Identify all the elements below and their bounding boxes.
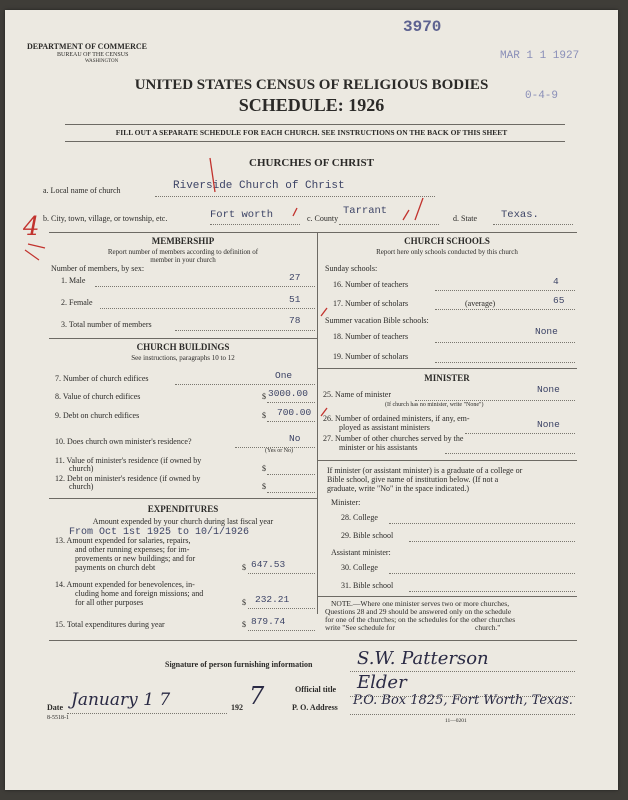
expenditures-heading: EXPENDITURES bbox=[147, 504, 219, 514]
running-expenses-label-2: and other running expenses; for im- bbox=[75, 545, 190, 554]
schools-note: Report here only schools conducted by this church bbox=[376, 248, 518, 256]
dollar-sign: $ bbox=[262, 392, 266, 401]
sunday-scholars-label: 17. Number of scholars bbox=[333, 299, 409, 308]
running-expenses-label-3: provements or new buildings; and for bbox=[75, 554, 196, 563]
summer-scholars-label: 19. Number of scholars bbox=[333, 352, 409, 361]
minister-name: None bbox=[537, 384, 560, 395]
dollar-sign: $ bbox=[242, 598, 246, 607]
form-number: 8-5518-1 bbox=[47, 715, 69, 721]
assistant-college-label: 30. College bbox=[341, 563, 378, 572]
red-handwritten-mark: 4 bbox=[23, 212, 40, 242]
date-value: January 1 7 bbox=[71, 690, 171, 710]
official-title-label: Official title bbox=[295, 685, 337, 694]
assistant-bible-school-label: 31. Bible school bbox=[341, 581, 394, 590]
members-by-sex-label: Number of members, by sex: bbox=[51, 264, 145, 273]
ordained-ministers: None bbox=[537, 419, 560, 430]
graduate-note: If minister (or assistant minister) is a graduate of a college or bbox=[327, 466, 523, 475]
schedule-title: SCHEDULE: 1926 bbox=[238, 95, 385, 115]
benevolences-label-2: cluding home and foreign missions; and bbox=[75, 589, 204, 598]
summer-schools-label: Summer vacation Bible schools: bbox=[325, 316, 429, 325]
red-check-mark bbox=[25, 244, 45, 260]
sunday-scholars: 65 bbox=[553, 295, 565, 306]
year-prefix: 192 bbox=[231, 703, 243, 712]
yes-no-note: (Yes or No) bbox=[265, 448, 294, 454]
note-text-3: for one of the churches; on the schedules for the other churches bbox=[325, 615, 516, 624]
red-check-mark bbox=[321, 308, 327, 316]
buildings-heading: CHURCH BUILDINGS bbox=[136, 342, 230, 352]
running-expenses-label: 13. Amount expended for salaries, repairs, bbox=[55, 536, 191, 545]
male-count: 27 bbox=[289, 272, 301, 283]
form-title: UNITED STATES CENSUS OF RELIGIOUS BODIES bbox=[134, 77, 489, 93]
minister-name-note: (If church has no minister, write "None") bbox=[385, 402, 484, 408]
total-expenditures-value: 879.74 bbox=[251, 616, 286, 627]
note-text-5: church." bbox=[475, 623, 501, 632]
department-name: DEPARTMENT OF COMMERCE bbox=[27, 42, 148, 51]
city-label: b. City, town, village, or township, etc. bbox=[43, 214, 168, 223]
other-churches-label: 27. Number of other churches served by the bbox=[323, 434, 464, 443]
dollar-sign: $ bbox=[262, 411, 266, 420]
census-form bbox=[5, 10, 618, 790]
edifices-count-label: 7. Number of church edifices bbox=[55, 374, 149, 383]
ordained-ministers-label-2: ployed as assistant ministers bbox=[339, 423, 430, 432]
po-address-value: P.O. Box 1825, Fort Worth, Texas. bbox=[353, 693, 573, 708]
city-value: Fort worth bbox=[210, 209, 274, 221]
minister-name-label: 25. Name of minister bbox=[323, 390, 391, 399]
signature-value: S.W. Patterson bbox=[357, 648, 489, 669]
note-text-4: write "See schedule for bbox=[325, 623, 395, 632]
red-check-mark bbox=[403, 198, 423, 220]
minister-college-label: 28. College bbox=[341, 513, 378, 522]
membership-note-2: member in your church bbox=[150, 256, 216, 264]
running-expenses-label-4: payments on church debt bbox=[75, 563, 156, 572]
edifices-debt-label: 9. Debt on church edifices bbox=[55, 411, 140, 420]
form-code: 11—0201 bbox=[445, 718, 467, 724]
red-check-mark bbox=[293, 208, 297, 216]
female-count: 51 bbox=[289, 294, 301, 305]
dollar-sign: $ bbox=[262, 464, 266, 473]
ordained-ministers-label: 26. Number of ordained ministers, if any, em- bbox=[323, 414, 470, 423]
sunday-schools-label: Sunday schools: bbox=[325, 264, 378, 273]
benevolences-label-3: for all other purposes bbox=[75, 598, 144, 607]
residence-debt-label: 12. Debt on minister's residence (if owned by bbox=[55, 474, 201, 483]
schools-heading: CHURCH SCHOOLS bbox=[404, 236, 490, 246]
residence-owned: No bbox=[289, 433, 301, 444]
minister-bible-school-label: 29. Bible school bbox=[341, 531, 394, 540]
document-number: 3970 bbox=[403, 18, 442, 36]
membership-heading: MEMBERSHIP bbox=[151, 236, 215, 246]
dollar-sign: $ bbox=[262, 482, 266, 491]
dollar-sign: $ bbox=[242, 563, 246, 572]
benevolences-label: 14. Amount expended for benevolences, in- bbox=[55, 580, 195, 589]
minister-label: Minister: bbox=[331, 498, 361, 507]
instruction-line: FILL OUT A SEPARATE SCHEDULE FOR EACH CHURCH. SEE INSTRUCTIONS ON THE BACK OF THIS SHEET bbox=[115, 128, 508, 137]
residence-debt-label-2: church) bbox=[69, 482, 94, 491]
church-name-label: a. Local name of church bbox=[43, 186, 121, 195]
stamp-code: 0-4-9 bbox=[525, 90, 559, 102]
female-label: 2. Female bbox=[61, 298, 93, 307]
dollar-sign: $ bbox=[242, 620, 246, 629]
year-digit: 7 bbox=[249, 682, 265, 710]
church-name-value: Riverside Church of Christ bbox=[173, 180, 345, 192]
county-label: c. County bbox=[307, 214, 339, 223]
average-note: (average) bbox=[465, 299, 496, 308]
fiscal-period: From Oct 1st 1925 to 10/1/1926 bbox=[69, 527, 250, 538]
male-label: 1. Male bbox=[61, 276, 86, 285]
expenditures-note: Amount expended by your church during last fiscal year bbox=[92, 517, 274, 526]
note-text: NOTE.—Where one minister serves two or more churches, bbox=[331, 599, 510, 608]
residence-owned-label: 10. Does church own minister's residence? bbox=[55, 437, 192, 446]
summer-teachers: None bbox=[535, 326, 558, 337]
edifices-count: One bbox=[275, 370, 293, 381]
denomination: CHURCHES OF CHRIST bbox=[249, 157, 374, 169]
total-members-count: 78 bbox=[289, 315, 301, 326]
minister-heading: MINISTER bbox=[424, 373, 470, 383]
red-check-mark bbox=[210, 158, 215, 192]
state-value: Texas. bbox=[501, 209, 539, 221]
signature-label: Signature of person furnishing information bbox=[165, 660, 313, 669]
graduate-note-3: graduate, write "No" in the space indicated.) bbox=[327, 484, 470, 493]
bureau-name: BUREAU OF THE CENSUS bbox=[57, 52, 129, 58]
note-text-2: Questions 28 and 29 should be answered only on the schedule bbox=[325, 607, 512, 616]
hq-city: WASHINGTON bbox=[85, 59, 119, 64]
graduate-note-2: Bible school, give name of institution below. (If not a bbox=[327, 475, 499, 484]
summer-teachers-label: 18. Number of teachers bbox=[333, 332, 409, 341]
edifices-value-label: 8. Value of church edifices bbox=[55, 392, 141, 401]
running-expenses-value: 647.53 bbox=[251, 559, 286, 570]
date-label: Date bbox=[47, 703, 63, 712]
membership-note: Report number of members according to definition of bbox=[107, 248, 259, 256]
total-expenditures-label: 15. Total expenditures during year bbox=[55, 620, 165, 629]
edifices-debt: 700.00 bbox=[277, 407, 312, 418]
total-members-label: 3. Total number of members bbox=[61, 320, 152, 329]
po-address-label: P. O. Address bbox=[292, 703, 338, 712]
other-churches-label-2: minister or his assistants bbox=[339, 443, 418, 452]
benevolences-value: 232.21 bbox=[255, 594, 290, 605]
received-date-stamp: MAR 1 1 1927 bbox=[500, 50, 580, 62]
sunday-teachers-label: 16. Number of teachers bbox=[333, 280, 409, 289]
edifices-value: 3000.00 bbox=[268, 388, 308, 399]
state-label: d. State bbox=[453, 214, 477, 223]
residence-value-label: 11. Value of minister's residence (if owned by bbox=[55, 456, 202, 465]
official-title-value: Elder bbox=[357, 672, 407, 693]
residence-value-label-2: church) bbox=[69, 464, 94, 473]
buildings-note: See instructions, paragraphs 10 to 12 bbox=[131, 354, 235, 362]
assistant-minister-label: Assistant minister: bbox=[331, 548, 391, 557]
county-value: Tarrant bbox=[343, 205, 388, 217]
sunday-teachers: 4 bbox=[553, 276, 559, 287]
